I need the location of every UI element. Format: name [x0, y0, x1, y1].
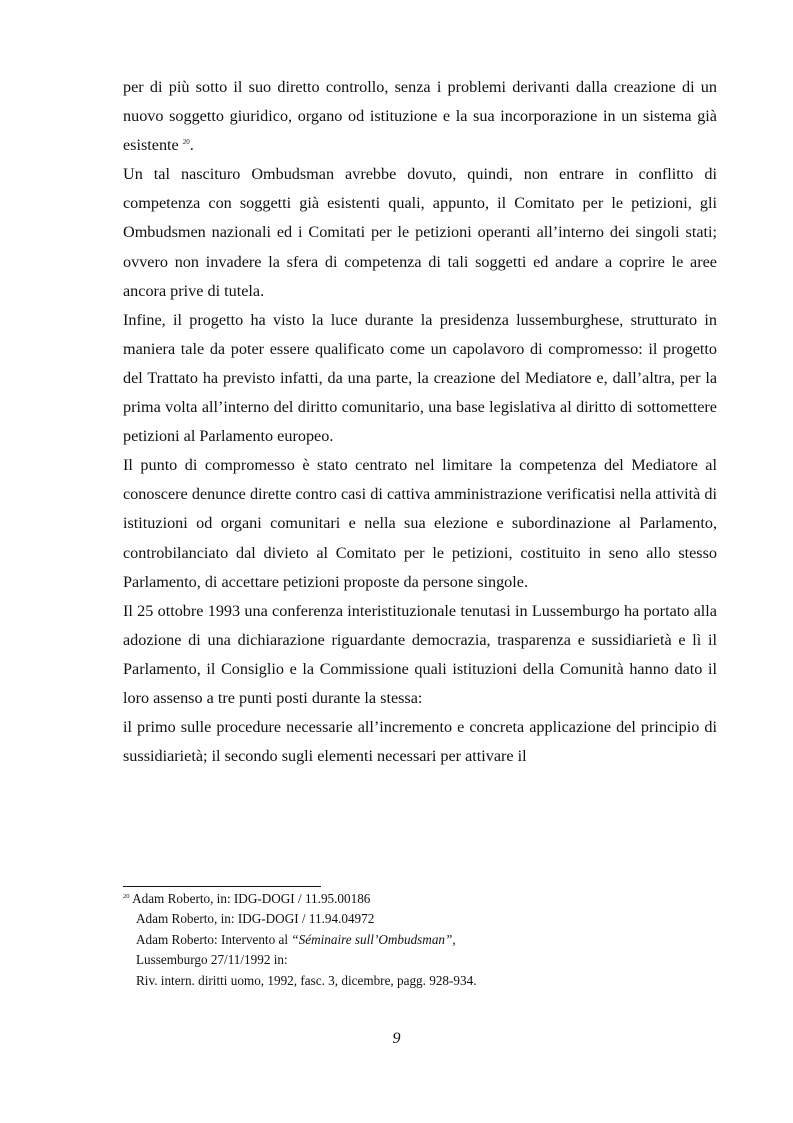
paragraph-5: Il 25 ottobre 1993 una conferenza interistituzionale tenutasi in Lussemburgo ha portato alla adozione di una dichiarazione riguardante democrazia, trasparenza e sussidiarietà e lì il Parlamento, il Consiglio e la Commissione quali istituzioni della Comunità hanno dato il loro assenso a tre punti posti durante la stessa: [123, 601, 717, 707]
footnote-line [123, 930, 723, 950]
paragraph-2: Un tal nascituro Ombudsman avrebbe dovuto, quindi, non entrare in conflitto di competenza con soggetti già esistenti quali, appunto, il Comitato per le petizioni, gli Ombudsmen nazionali ed i Comitati per le petizioni operanti all’interno dei singoli stati; ovvero non invadere la sfera di competenza di tali soggetti ed andare a coprire le aree ancora prive di tutela. [123, 165, 717, 300]
footnote-divider [123, 886, 321, 887]
footnote-line: Riv. intern. diritti uomo, 1992, fasc. 3, dicembre, pagg. 928-934. [136, 972, 477, 988]
paragraph-4: Il punto di compromesso è stato centrato nel limitare la competenza del Mediatore al conoscere denunce dirette contro casi di cattiva amministrazione verificatisi nella attività di istituzioni od organi comunitari e nella sua elezione e subordinazione al Parlamento, controbilanciato dal divieto al Comitato per le petizioni, costituito in seno allo stesso Parlamento, di accettare petizioni proposte da persone singole. [123, 456, 717, 591]
footnote [123, 889, 723, 991]
paragraph-6: il primo sulle procedure necessarie all’incremento e concreta applicazione del principio di sussidiarietà; il secondo sugli elementi necessari per attivare il [123, 718, 717, 766]
footnote-seminar-title: “Séminaire sull’Ombudsman”, [291, 931, 456, 947]
footnote-line [123, 889, 723, 909]
page-number: 9 [392, 1030, 401, 1047]
paragraph-1 [123, 73, 717, 160]
footnote-text: Adam Roberto: Intervento al [136, 931, 292, 947]
paragraph-1-text: per di più sotto il suo diretto controllo, senza i problemi derivanti dalla creazione di un nuovo soggetto giuridico, organo od istituzione e la sua incorporazione in un sistema già esistente [123, 78, 717, 155]
paragraph-3: Infine, il progetto ha visto la luce durante la presidenza lussemburghese, strutturato in maniera tale da poter essere qualificato come un capolavoro di compromesso: il progetto del Trattato ha previsto infatti, da una parte, la creazione del Mediatore e, dall’altra, per la prima volta all’interno del diritto comunitario, una base legislativa al diritto di sottomettere petizioni al Parlamento europeo. [123, 310, 717, 446]
body-text [123, 73, 717, 771]
footnote-number: 20 [123, 893, 130, 900]
footnote-reference[interactable]: 20 [182, 138, 190, 147]
footnote-line: Adam Roberto, in: IDG-DOGI / 11.94.04972 [136, 911, 375, 927]
footnote-line: Lussemburgo 27/11/1992 in: [136, 952, 288, 968]
footnote-text: Adam Roberto, in: IDG-DOGI / 11.95.00186 [132, 891, 371, 906]
paragraph-1-end: . [189, 136, 194, 155]
